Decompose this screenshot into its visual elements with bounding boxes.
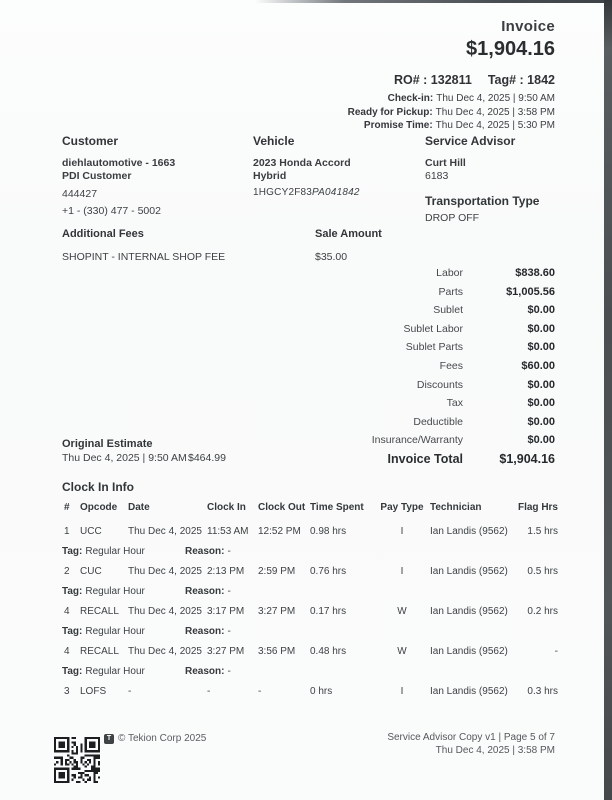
cell-date: Thu Dec 4, 2025 <box>128 646 202 657</box>
invoice-amount: $1,904.16 <box>466 38 555 60</box>
cell-num: 4 <box>64 646 70 657</box>
clock-tag-row-1 <box>0 546 612 558</box>
scan-top-edge-artifact <box>255 0 612 3</box>
tag-value: Regular Hour <box>85 666 145 677</box>
header-meta <box>348 92 555 133</box>
cell-time-spent: 0.17 hrs <box>310 606 347 617</box>
tag-line <box>62 666 145 677</box>
cell-num: 3 <box>64 686 70 697</box>
col-technician: Technician <box>430 502 482 513</box>
vehicle-vin <box>253 186 418 200</box>
cell-pay-type: I <box>400 526 404 537</box>
clock-row-3 <box>0 606 612 618</box>
tag-value: Regular Hour <box>85 626 145 637</box>
footer-print-info <box>387 731 555 757</box>
reason-value: - <box>227 546 231 557</box>
totals-value: $60.00 <box>521 359 555 372</box>
promise-label: Promise Time: <box>363 120 433 131</box>
totals-label: Discounts <box>416 378 463 391</box>
totals-label: Insurance/Warranty <box>371 434 463 447</box>
cell-clock-in: - <box>207 686 211 697</box>
cell-flag-hrs: 1.5 hrs <box>527 526 558 537</box>
cell-opcode: UCC <box>80 526 102 537</box>
cell-num: 1 <box>64 526 70 537</box>
fee-name: SHOPINT - INTERNAL SHOP FEE <box>62 251 226 263</box>
reason-line <box>185 626 231 637</box>
ready-line <box>348 106 555 120</box>
cell-clock-out: 3:27 PM <box>258 606 296 617</box>
cell-num: 4 <box>64 606 70 617</box>
invoice-title: Invoice <box>501 18 555 35</box>
col-opcode: Opcode <box>80 502 118 513</box>
tag-label: Tag: <box>62 626 83 637</box>
cell-technician: Ian Landis (9562) <box>430 686 508 697</box>
cell-clock-out: 2:59 PM <box>258 566 296 577</box>
additional-fees-header <box>62 228 562 242</box>
totals-label: Parts <box>438 285 463 298</box>
vin-suffix: PA041842 <box>312 186 360 198</box>
original-estimate-amount: $464.99 <box>188 452 226 464</box>
cell-num: 2 <box>64 566 70 577</box>
tag-value: Regular Hour <box>85 546 145 557</box>
totals-row-parts <box>270 287 555 298</box>
totals-value: $0.00 <box>527 434 555 447</box>
reason-label: Reason: <box>185 586 225 597</box>
customer-title: Customer <box>62 134 119 148</box>
cell-opcode: RECALL <box>80 606 119 617</box>
reason-value: - <box>227 626 231 637</box>
cell-clock-out: - <box>258 686 262 697</box>
cell-time-spent: 0.48 hrs <box>310 646 347 657</box>
copyright-text: © Tekion Corp 2025 <box>118 733 207 744</box>
cell-flag-hrs: 0.5 hrs <box>527 566 558 577</box>
checkin-value: Thu Dec 4, 2025 | 9:50 AM <box>436 93 555 104</box>
cell-time-spent: 0.98 hrs <box>310 526 347 537</box>
cell-date: Thu Dec 4, 2025 <box>128 566 202 577</box>
cell-date: - <box>128 686 132 697</box>
col-num: # <box>64 502 70 513</box>
transportation-title: Transportation Type <box>425 193 540 208</box>
ready-value: Thu Dec 4, 2025 | 3:58 PM <box>435 106 555 118</box>
additional-fees-title: Additional Fees <box>62 228 144 240</box>
cell-flag-hrs: 0.3 hrs <box>527 686 558 697</box>
transportation-value: DROP OFF <box>425 212 480 224</box>
totals-row-sublet-labor <box>270 324 555 335</box>
cell-technician: Ian Landis (9562) <box>430 526 508 537</box>
totals-label: Sublet Labor <box>403 322 463 335</box>
cell-opcode: LOFS <box>80 686 107 697</box>
vehicle-trim: Hybrid <box>253 170 287 182</box>
totals-label: Fees <box>439 359 463 372</box>
service-advisor-title: Service Advisor <box>425 134 516 148</box>
clock-row-5 <box>0 686 612 698</box>
tag-label: Tag: <box>62 586 83 597</box>
cell-clock-in: 3:27 PM <box>207 646 245 657</box>
tag-value: Regular Hour <box>85 586 145 597</box>
cell-flag-hrs: 0.2 hrs <box>527 606 558 617</box>
cell-pay-type: I <box>400 686 404 697</box>
cell-time-spent: 0 hrs <box>310 686 333 697</box>
tag-line <box>62 626 145 637</box>
customer-section <box>62 135 247 219</box>
print-timestamp: Thu Dec 4, 2025 | 3:58 PM <box>435 745 555 756</box>
totals-label: Tax <box>446 397 463 410</box>
fee-amount: $35.00 <box>315 251 348 263</box>
tag-line <box>62 546 145 557</box>
totals-value: $0.00 <box>527 304 555 317</box>
col-flag-hrs: Flag Hrs <box>517 502 558 513</box>
cell-date: Thu Dec 4, 2025 <box>128 606 202 617</box>
sale-amount-header: Sale Amount <box>315 228 382 240</box>
qr-code <box>54 737 100 783</box>
cell-opcode: RECALL <box>80 646 119 657</box>
additional-fees-section <box>62 228 562 265</box>
clock-in-title: Clock In Info <box>62 480 134 494</box>
reason-label: Reason: <box>185 546 225 557</box>
totals-value: $1,005.56 <box>506 285 555 298</box>
reason-line <box>185 666 231 677</box>
customer-number: 444427 <box>62 187 98 200</box>
tag-line <box>62 586 145 597</box>
totals-row-fees <box>270 361 555 372</box>
totals-label: Sublet Parts <box>405 341 463 354</box>
totals-label: Sublet <box>433 304 463 317</box>
cell-clock-in: 11:53 AM <box>207 526 249 537</box>
cell-pay-type: W <box>397 646 407 657</box>
reason-label: Reason: <box>185 626 225 637</box>
ro-tag-line <box>348 73 555 87</box>
cell-clock-in: 3:17 PM <box>207 606 245 617</box>
totals-value: $0.00 <box>527 415 555 428</box>
invoice-total-label: Invoice Total <box>387 451 463 466</box>
advisor-name: Curt Hill <box>425 156 466 169</box>
reason-line <box>185 546 231 557</box>
cell-technician: Ian Landis (9562) <box>430 606 508 617</box>
totals-label: Labor <box>436 267 463 279</box>
original-estimate-line <box>62 452 322 464</box>
tag-number: Tag# : 1842 <box>487 73 555 87</box>
original-estimate-date: Thu Dec 4, 2025 | 9:50 AM <box>62 452 187 464</box>
promise-line <box>348 119 555 133</box>
tekion-logo-icon: T <box>104 734 114 744</box>
totals-value: $0.00 <box>527 322 555 335</box>
customer-phone: +1 - (330) 477 - 5002 <box>62 205 161 217</box>
cell-pay-type: W <box>397 606 407 617</box>
vehicle-section <box>253 135 418 199</box>
cell-pay-type: I <box>400 566 404 577</box>
promise-value: Thu Dec 4, 2025 | 5:30 PM <box>435 120 555 131</box>
ready-label: Ready for Pickup: <box>347 106 433 118</box>
reason-value: - <box>227 666 231 677</box>
totals-row-sublet <box>270 305 555 316</box>
reason-value: - <box>227 586 231 597</box>
tag-label: Tag: <box>62 666 83 677</box>
clock-tag-row-3 <box>0 626 612 638</box>
totals-row-tax <box>270 398 555 409</box>
totals-row-discounts <box>270 380 555 391</box>
cell-flag-hrs: - <box>554 646 558 657</box>
clock-row-1 <box>0 526 612 538</box>
totals-label: Deductible <box>413 415 463 428</box>
clock-in-section <box>0 480 612 720</box>
vehicle-title: Vehicle <box>253 134 295 148</box>
reason-line <box>185 586 231 597</box>
tag-label: Tag: <box>62 546 83 557</box>
vin-prefix: 1HGCY2F83 <box>253 186 313 198</box>
clock-header-row <box>0 502 612 514</box>
invoice-total-value: $1,904.16 <box>499 451 555 466</box>
checkin-label: Check-in: <box>387 93 434 104</box>
cell-technician: Ian Landis (9562) <box>430 646 508 657</box>
reason-label: Reason: <box>185 666 225 677</box>
col-pay-type: Pay Type <box>380 502 424 513</box>
service-advisor-section <box>425 135 580 226</box>
col-clock-in: Clock In <box>207 502 246 513</box>
original-estimate-section <box>62 438 322 464</box>
fee-row <box>62 251 562 265</box>
checkin-line <box>348 92 555 106</box>
ro-number: RO# : 132811 <box>393 73 472 87</box>
col-date: Date <box>128 502 150 513</box>
totals-row-labor <box>270 268 555 279</box>
clock-row-2 <box>0 566 612 578</box>
totals-row-deductible <box>270 417 555 428</box>
invoice-header <box>348 18 555 133</box>
totals-row-sublet-parts <box>270 342 555 353</box>
totals-value: $0.00 <box>527 341 555 354</box>
customer-type: PDI Customer <box>62 170 132 182</box>
cell-clock-out: 12:52 PM <box>258 526 301 537</box>
cell-clock-out: 3:56 PM <box>258 646 296 657</box>
clock-row-4 <box>0 646 612 658</box>
col-time-spent: Time Spent <box>310 502 364 513</box>
original-estimate-title: Original Estimate <box>62 438 153 450</box>
clock-tag-row-4 <box>0 666 612 678</box>
totals-value: $0.00 <box>527 378 555 391</box>
cell-clock-in: 2:13 PM <box>207 566 245 577</box>
clock-tag-row-2 <box>0 586 612 598</box>
totals-value: $838.60 <box>515 267 555 279</box>
transportation-section <box>425 195 580 226</box>
vehicle-model: 2023 Honda Accord <box>253 156 351 169</box>
copy-info: Service Advisor Copy v1 | Page 5 of 7 <box>387 732 555 743</box>
advisor-id: 6183 <box>425 170 449 182</box>
customer-name: diehlautomotive - 1663 <box>62 156 176 169</box>
cell-time-spent: 0.76 hrs <box>310 566 347 577</box>
cell-technician: Ian Landis (9562) <box>430 566 508 577</box>
cell-date: Thu Dec 4, 2025 <box>128 526 202 537</box>
totals-value: $0.00 <box>527 397 555 410</box>
footer-brand <box>104 733 206 744</box>
cell-opcode: CUC <box>80 566 102 577</box>
col-clock-out: Clock Out <box>258 502 306 513</box>
